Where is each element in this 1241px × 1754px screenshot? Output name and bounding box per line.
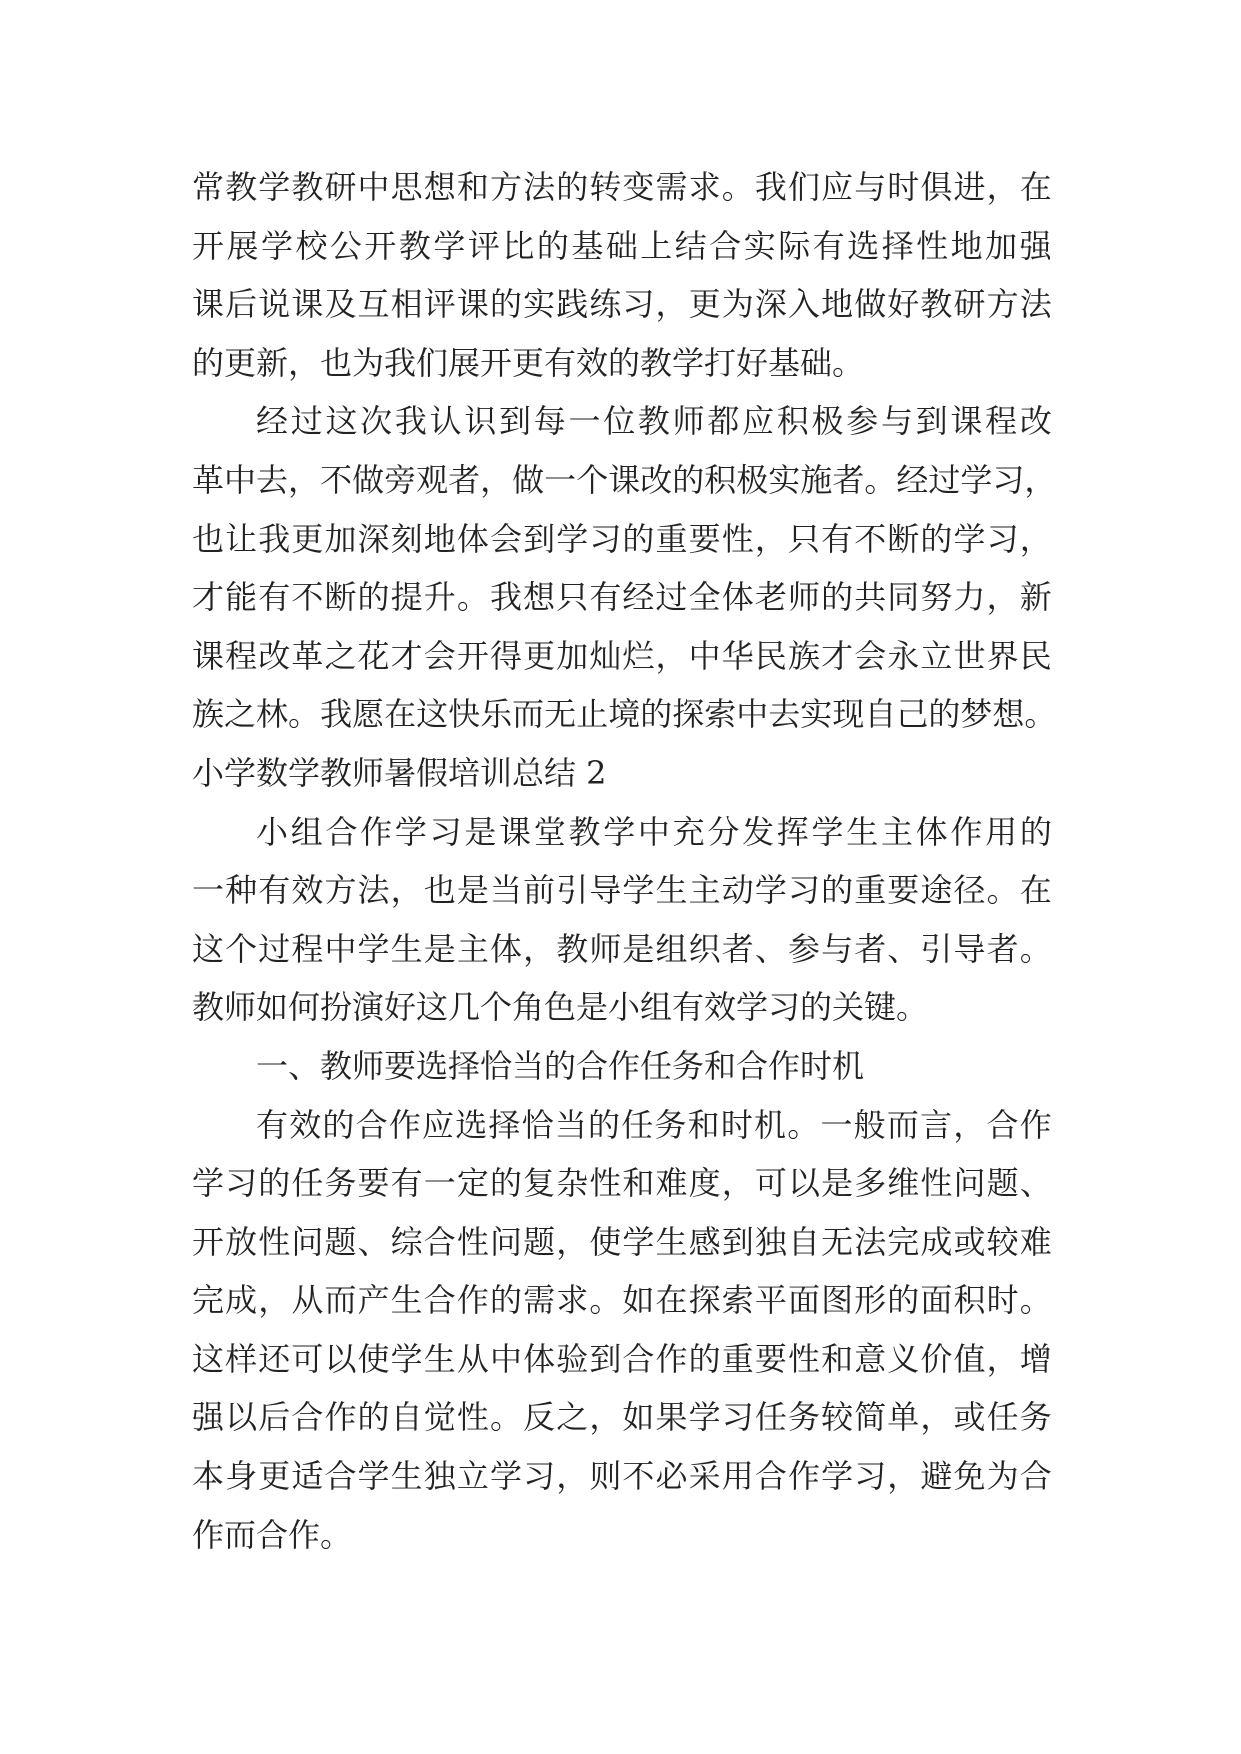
text-line: 族 之 林 。 我 愿 在 这 快 乐 而 无 止 境 的 探 索 中 去 实 现 自 己 的 梦 想 。: [192, 695, 1057, 734]
text-line: 开 展 学 校 公 开 教 学 评 比 的 基 础 上 结 合 实 际 有 选 择 性 地 加 强: [192, 226, 1052, 265]
text-line: 小 组 合 作 学 习 是 课 堂 教 学 中 充 分 发 挥 学 生 主 体 作 用 的: [256, 812, 1052, 851]
text-line: 作而合作。: [192, 1515, 353, 1554]
text-line: 的更新，也为我们展开更有效的教学打好基础。: [192, 343, 865, 382]
text-line: 开 放 性 问 题 、 综 合 性 问 题 ， 使 学 生 感 到 独 自 无 法 完 成 或 较 难: [192, 1222, 1052, 1261]
text-line: 经 过 这 次 我 认 识 到 每 一 位 教 师 都 应 积 极 参 与 到 课 程 改: [256, 402, 1052, 441]
text-line: 有 效 的 合 作 应 选 择 恰 当 的 任 务 和 时 机 。 一 般 而 言 ， 合 作: [256, 1105, 1052, 1144]
text-line: 学 习 的 任 务 要 有 一 定 的 复 杂 性 和 难 度 ， 可 以 是 多 维 性 问 题 、: [192, 1164, 1052, 1203]
text-line: 课 后 说 课 及 互 相 评 课 的 实 践 练 习 ， 更 为 深 入 地 做 好 教 研 方 法: [192, 285, 1052, 324]
subheading: 一、教师要选择恰当的合作任务和合作时机: [256, 1046, 865, 1085]
text-line: 常 教 学 教 研 中 思 想 和 方 法 的 转 变 需 求 。 我 们 应 与 时 俱 进 ， 在: [192, 168, 1052, 206]
text-line: 这 样 还 可 以 使 学 生 从 中 体 验 到 合 作 的 重 要 性 和 意 义 价 值 ， 增: [192, 1339, 1052, 1378]
document-body: [192, 158, 1057, 1564]
text-line: 本 身 更 适 合 学 生 独 立 学 习 ， 则 不 必 采 用 合 作 学 习 ， 避 免 为 合: [192, 1457, 1052, 1496]
text-line: 教师如何扮演好这几个角色是小组有效学习的关键。: [192, 988, 929, 1027]
text-line: 也 让 我 更 加 深 刻 地 体 会 到 学 习 的 重 要 性 ， 只 有 不 断 的 学 习 ，: [192, 519, 1052, 558]
text-line: 课 程 改 革 之 花 才 会 开 得 更 加 灿 烂 ， 中 华 民 族 才 会 永 立 世 界 民: [192, 636, 1052, 675]
text-line: 这 个 过 程 中 学 生 是 主 体 ， 教 师 是 组 织 者 、 参 与 者 、 引 导 者 。: [192, 929, 1052, 968]
text-line: 一 种 有 效 方 法 ， 也 是 当 前 引 导 学 生 主 动 学 习 的 重 要 途 径 。 在: [192, 871, 1052, 910]
section-title: 小学数学教师暑假培训总结 2: [192, 753, 607, 792]
text-line: 强 以 后 合 作 的 自 觉 性 。 反 之 ， 如 果 学 习 任 务 较 简 单 ， 或 任 务: [192, 1398, 1052, 1437]
text-line: 革 中 去 ， 不 做 旁 观 者 ， 做 一 个 课 改 的 积 极 实 施 者 。 经 过 学 习 ，: [192, 460, 1057, 499]
text-line: 完 成 ， 从 而 产 生 合 作 的 需 求 。 如 在 探 索 平 面 图 形 的 面 积 时 。: [192, 1281, 1052, 1320]
text-line: 才 能 有 不 断 的 提 升 。 我 想 只 有 经 过 全 体 老 师 的 共 同 努 力 ， 新: [192, 578, 1052, 617]
